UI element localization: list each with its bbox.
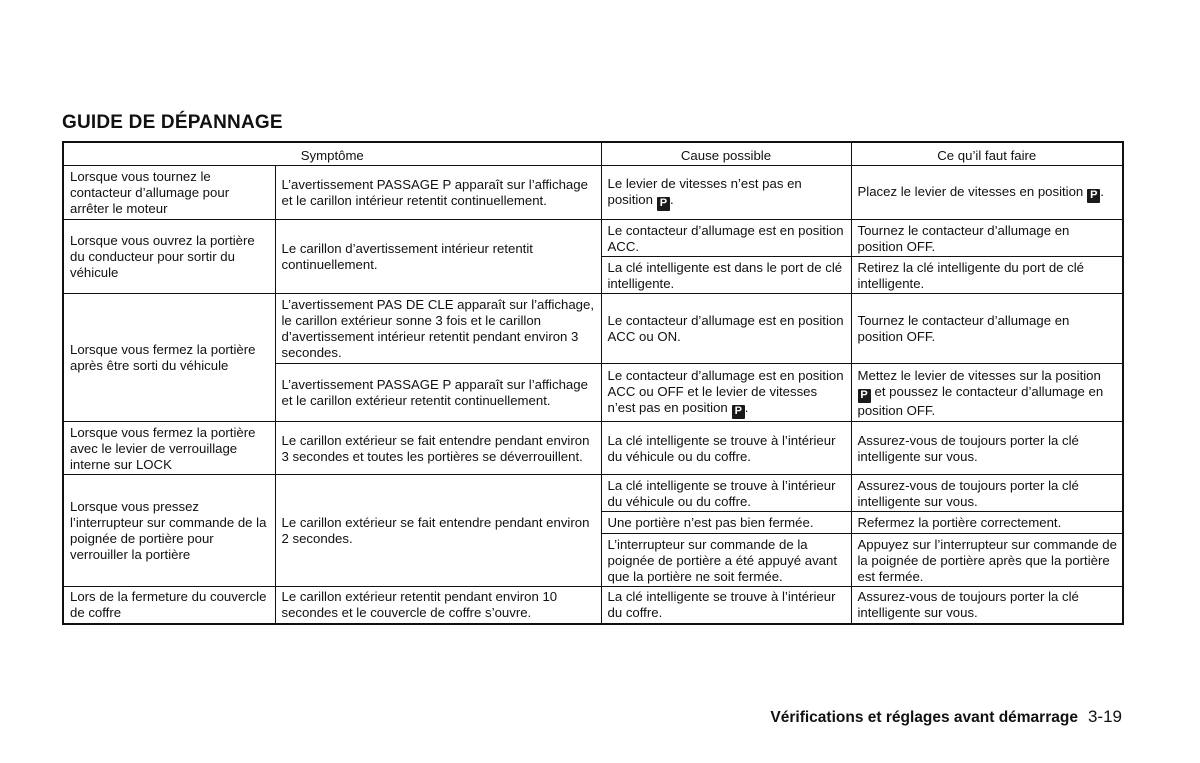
situation-cell: Lorsque vous fermez la portière avec le levier de verrouillage interne sur LOCK	[63, 422, 275, 475]
cause-cell: La clé intelligente se trouve à l’intérieur du véhicule ou du coffre.	[601, 475, 851, 512]
header-remedy: Ce qu’il faut faire	[851, 142, 1123, 166]
table-header-row	[63, 142, 1123, 166]
table-row	[63, 422, 1123, 475]
table-row	[63, 166, 1123, 220]
cause-cell: Le levier de vitesses n’est pas en position P .	[601, 166, 851, 220]
park-p-icon: P	[858, 389, 871, 403]
table-row	[63, 294, 1123, 364]
cause-cell: Le contacteur d’allumage est en position ACC ou ON.	[601, 294, 851, 364]
cause-cell: L’interrupteur sur commande de la poignée de portière a été appuyé avant que la portière ne soit fermée.	[601, 534, 851, 587]
cause-cell: La clé intelligente se trouve à l’intérieur du véhicule ou du coffre.	[601, 422, 851, 475]
page-footer	[770, 707, 1122, 727]
remedy-cell: Refermez la portière correctement.	[851, 512, 1123, 534]
remedy-cell: Retirez la clé intelligente du port de clé intelligente.	[851, 257, 1123, 294]
remedy-cell: Placez le levier de vitesses en position P .	[851, 166, 1123, 220]
remedy-cell: Tournez le contacteur d’allumage en position OFF.	[851, 294, 1123, 364]
remedy-cell: Assurez-vous de toujours porter la clé intelligente sur vous.	[851, 422, 1123, 475]
park-p-icon: P	[657, 197, 670, 211]
cause-text: Le levier de vitesses n’est pas en position	[607, 175, 802, 207]
symptom-cell: L’avertissement PASSAGE P apparaît sur l’affichage et le carillon extérieur retentit continuellement.	[275, 364, 601, 422]
cause-cell: Une portière n’est pas bien fermée.	[601, 512, 851, 534]
situation-cell: Lorsque vous ouvrez la portière du conducteur pour sortir du véhicule	[63, 220, 275, 294]
remedy-cell	[851, 364, 1123, 422]
situation-cell: Lorsque vous fermez la portière après être sorti du véhicule	[63, 294, 275, 422]
situation-cell: Lors de la fermeture du couvercle de coffre	[63, 587, 275, 624]
cause-cell: La clé intelligente est dans le port de clé intelligente.	[601, 257, 851, 294]
cause-cell: Le contacteur d’allumage est en position ACC ou OFF et le levier de vitesses n’est pas en position P .	[601, 364, 851, 422]
symptom-cell: L’avertissement PASSAGE P apparaît sur l’affichage et le carillon intérieur retentit continuellement.	[275, 166, 601, 220]
remedy-text: et poussez le contacteur d’allumage en position OFF.	[857, 383, 1104, 418]
header-symptom: Symptôme	[63, 142, 601, 166]
table-row	[63, 475, 1123, 512]
table-row	[63, 587, 1123, 624]
situation-cell: Lorsque vous tournez le contacteur d’allumage pour arrêter le moteur	[63, 166, 275, 220]
remedy-cell: Assurez-vous de toujours porter la clé intelligente sur vous.	[851, 587, 1123, 624]
cause-text: Le contacteur d’allumage est en position ACC ou OFF et le levier de vitesses n’est pas en position	[607, 367, 844, 415]
cause-cell: Le contacteur d’allumage est en position ACC.	[601, 220, 851, 257]
remedy-cell: Tournez le contacteur d’allumage en position OFF.	[851, 220, 1123, 257]
remedy-text: Placez le levier de vitesses en position	[857, 183, 1084, 199]
symptom-cell: Le carillon extérieur retentit pendant environ 10 secondes et le couvercle de coffre s’ouvre.	[275, 587, 601, 624]
symptom-cell: Le carillon d’avertissement intérieur retentit continuellement.	[275, 220, 601, 294]
situation-cell: Lorsque vous pressez l’interrupteur sur commande de la poignée de portière pour verrouiller la portière	[63, 475, 275, 587]
symptom-cell: Le carillon extérieur se fait entendre pendant environ 3 secondes et toutes les portières se déverrouillent.	[275, 422, 601, 475]
remedy-cell: Appuyez sur l’interrupteur sur commande de la poignée de portière après que la portière est fermée.	[851, 534, 1123, 587]
page-number: 3-19	[1087, 707, 1122, 726]
remedy-cell: Assurez-vous de toujours porter la clé intelligente sur vous.	[851, 475, 1123, 512]
header-cause: Cause possible	[601, 142, 851, 166]
footer-section-title: Vérifications et réglages avant démarrage	[770, 709, 1078, 726]
remedy-text: Mettez le levier de vitesses sur la position	[857, 367, 1101, 383]
park-p-icon: P	[1087, 189, 1100, 203]
symptom-cell: L’avertissement PAS DE CLE apparaît sur l’affichage, le carillon extérieur sonne 3 fois et le carillon d’avertissement intérieur retentit pendant environ 3 secondes.	[275, 294, 601, 364]
cause-cell: La clé intelligente se trouve à l’intérieur du coffre.	[601, 587, 851, 624]
page-title: GUIDE DE DÉPANNAGE	[62, 112, 283, 133]
park-p-icon: P	[732, 405, 745, 419]
symptom-cell: Le carillon extérieur se fait entendre pendant environ 2 secondes.	[275, 475, 601, 587]
table-row	[63, 220, 1123, 257]
troubleshooting-table	[62, 141, 1124, 625]
